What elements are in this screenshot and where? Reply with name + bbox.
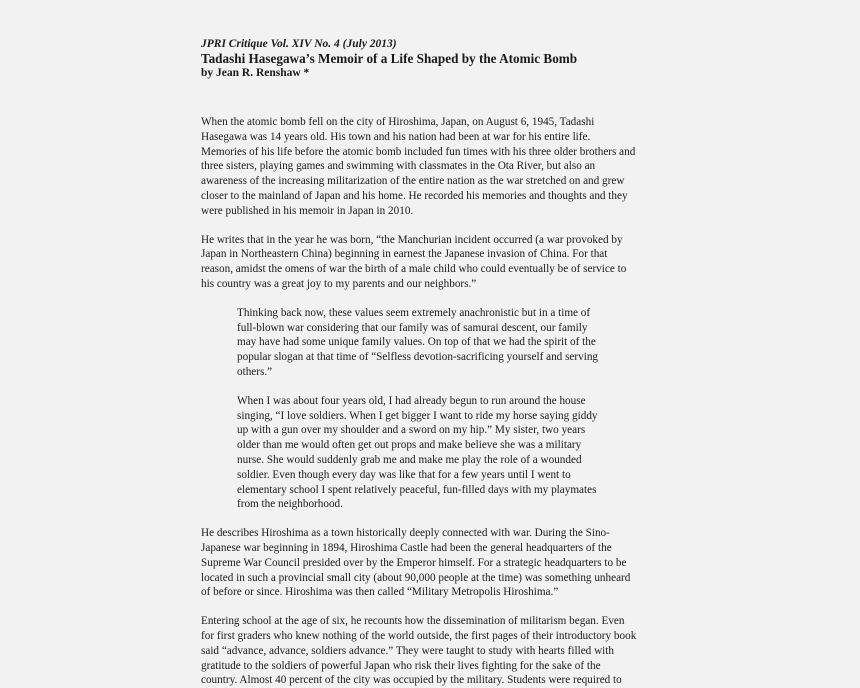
text-line: He describes Hiroshima as a town historically deeply connected with war. During the Sino- (201, 527, 610, 540)
text-line: Entering school at the age of six, he recounts how the dissemination of militarism began. Even (201, 615, 625, 628)
text-line: from the neighborhood. (237, 498, 343, 511)
text-line: located in such a provincial small city (about 90,000 people at the time) was something unheard (201, 571, 631, 584)
text-line: for first graders who knew nothing of the world outside, the first pages of their introductory book (201, 629, 637, 642)
text-line: awareness of the increasing militarization of the entire nation as the war stretched on and grew (201, 175, 625, 188)
paragraph (201, 115, 661, 219)
text-line: Memories of his life before the atomic bomb included fun times with his three older brothers and (201, 145, 636, 158)
text-line: Supreme War Council presided over by the Emperor himself. For a strategic headquarters to be (201, 556, 627, 569)
text-line: gratitude to the soldiers of powerful Japan who risk their lives fighting for the sake of the (201, 659, 601, 672)
article-title: Tadashi Hasegawa’s Memoir of a Life Shaped by the Atomic Bomb (201, 51, 578, 66)
article-header (201, 38, 661, 80)
text-line: soldier. Even though every day was like that for a few years until I went to (237, 468, 571, 481)
text-line: He writes that in the year he was born, “the Manchurian incident occurred (a war provoked by (201, 233, 623, 246)
journal-citation: JPRI Critique Vol. XIV No. 4 (July 2013) (201, 38, 397, 50)
text-line: closer to the mainland of Japan and his home. He recorded his memories and thoughts and they (201, 189, 628, 202)
text-line: Hasegawa was 14 years old. His town and his nation had been at war for his entire life. (201, 130, 591, 143)
text-line: popular slogan at that time of “Selfless devotion-sacrificing yourself and serving (237, 351, 599, 364)
text-line: country. Almost 40 percent of the city was occupied by the military. Students were required to (201, 674, 622, 687)
text-line: When I was about four years old, I had already begun to run around the house (237, 394, 586, 407)
text-line: may have had some unique family values. On top of that we had the spirit of the (237, 336, 596, 349)
text-line: singing, “I love soldiers. When I get bigger I want to ride my horse saying giddy (237, 409, 598, 422)
paragraph (201, 233, 661, 292)
text-line: Thinking back now, these values seem extremely anachronistic but in a time of (237, 306, 591, 319)
text-line: full-blown war considering that our family was of samurai descent, our family (237, 321, 588, 334)
paragraph (201, 526, 661, 600)
text-line: said “advance, advance, soldiers advance.” They were taught to study with hearts filled with (201, 644, 614, 657)
block-quote (237, 394, 661, 512)
paragraph (201, 614, 661, 688)
text-line: others.” (237, 365, 273, 378)
text-line: elementary school I spent relatively peaceful, fun-filled days with my playmates (237, 483, 597, 496)
text-line: his country was a great joy to my parents and our neighbors.” (201, 277, 477, 290)
article (201, 38, 661, 688)
text-line: were published in his memoir in Japan in 2010. (201, 204, 414, 217)
text-line: Japanese war beginning in 1894, Hiroshima Castle had been the general headquarters of the (201, 541, 612, 554)
text-line: three sisters, playing games and swimming with classmates in the Ota River, but also an (201, 160, 596, 173)
block-quote (237, 306, 661, 380)
text-line: Japan in Northeastern China) beginning in earnest the Japanese invasion of China. For that (201, 248, 608, 261)
text-line: nurse. She would suddenly grab me and make me play the role of a wounded (237, 453, 582, 466)
text-line: When the atomic bomb fell on the city of Hiroshima, Japan, on August 6, 1945, Tadashi (201, 116, 595, 128)
article-body (201, 115, 661, 688)
text-line: older than me would often get out props and make believe she was a military (237, 439, 582, 452)
article-author: by Jean R. Renshaw * (201, 67, 310, 79)
text-line: up with a gun over my shoulder and a sword on my hip.” My sister, two years (237, 424, 586, 437)
text-line: of before or since. Hiroshima was then called “Military Metropolis Hiroshima.” (201, 586, 559, 599)
text-line: reason, amidst the omens of war the birth of a male child who could eventually be of service to (201, 263, 627, 276)
